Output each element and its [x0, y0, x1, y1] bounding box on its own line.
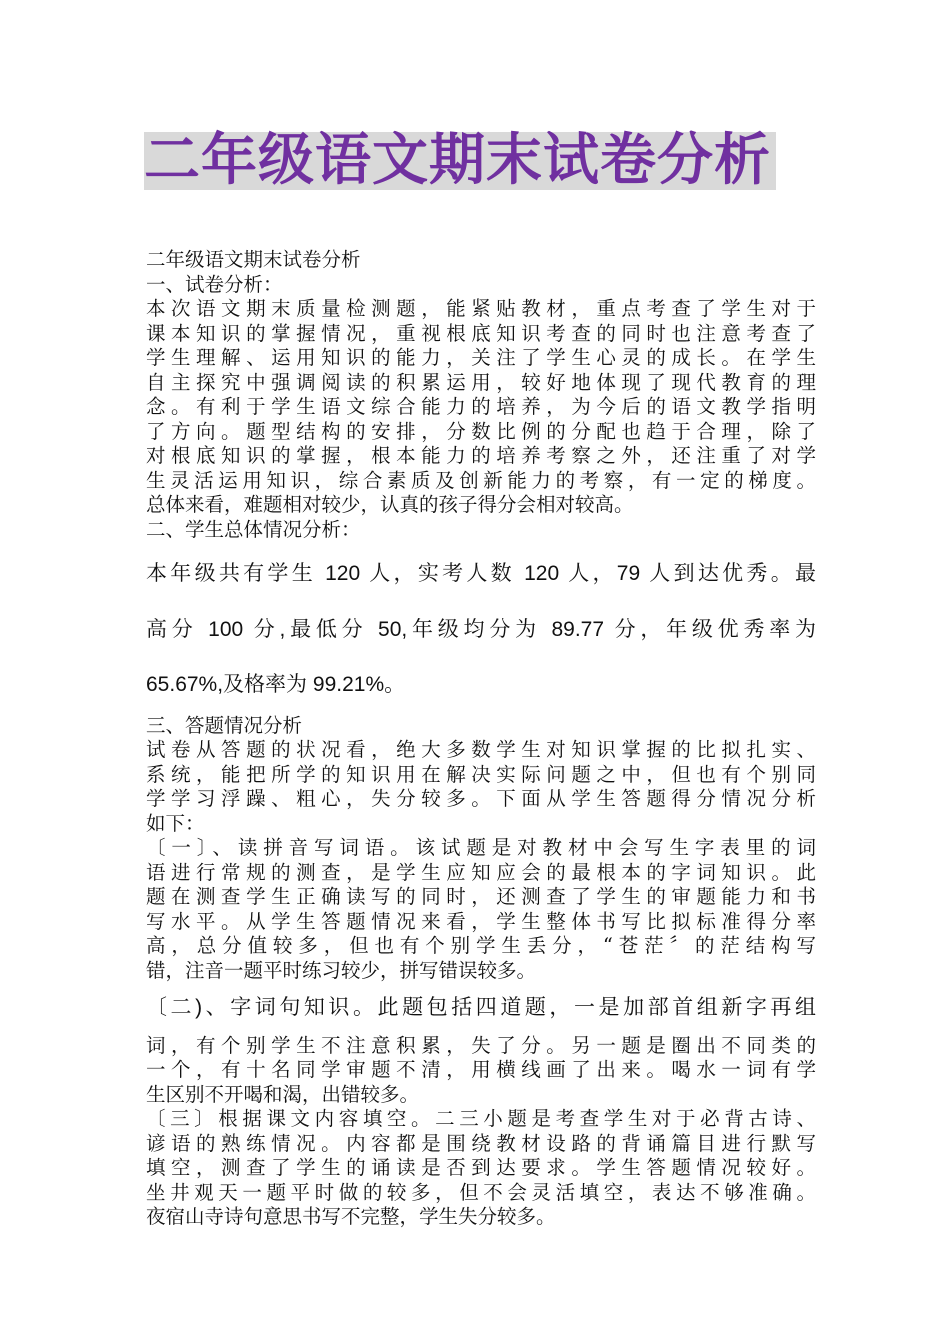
text-line: 高，总分值较多，但也有个别学生丢分，“苍茫〞的茫结构写: [146, 934, 816, 957]
text-line: 夜宿山寺诗句意思书写不完整，学生失分较多。: [146, 1205, 556, 1228]
section2-heading: 二、学生总体情况分析：: [146, 517, 361, 541]
text-line: 如下：: [146, 811, 205, 835]
text-line: 错，注音一题平时练习较少，拼写错误较多。: [146, 958, 537, 982]
subtitle: 二年级语文期末试卷分析: [146, 248, 361, 271]
stats-line: 高分 100 分,最低分 50,年级均分为 89.77 分，年级优秀率为: [146, 617, 816, 641]
stats-line: 本年级共有学生 120 人，实考人数 120 人，79 人到达优秀。最: [146, 562, 816, 585]
text-line: 〔一〕、读拼音写词语。该试题是对教材中会写生字表里的词: [146, 836, 816, 859]
text-line: 词，有个别学生不注意积累，失了分。另一题是圈出不同类的: [146, 1033, 816, 1057]
text-line: 〔二)、字词句知识。此题包括四道题，一是加部首组新字再组: [146, 996, 816, 1019]
text-line: 生区别不开喝和渴，出错较多。: [146, 1082, 420, 1106]
document-body: [146, 248, 816, 1230]
text-line: 填空，测查了学生的诵读是否到达要求。学生答题情况较好。: [146, 1156, 816, 1179]
text-line: 试卷从答题的状况看，绝大多数学生对知识掌握的比拟扎实、: [146, 738, 816, 761]
text-line: 学学习浮躁、粗心，失分较多。下面从学生答题得分情况分析: [146, 787, 816, 810]
text-line: 学生理解、运用知识的能力，关注了学生心灵的成长。在学生: [146, 346, 816, 369]
text-line: 自主探究中强调阅读的积累运用，较好地体现了现代教育的理: [146, 370, 816, 394]
text-line: 系统，能把所学的知识用在解决实际问题之中，但也有个别同: [146, 762, 816, 786]
text-line: 题在测查学生正确读写的同时，还测查了学生的审题能力和书: [146, 885, 816, 908]
text-line: 写水平。从学生答题情况来看，学生整体书写比拟标准得分率: [146, 909, 816, 933]
title-highlight: [144, 128, 776, 193]
text-line: 对根底知识的掌握，根本能力的培养考察之外，还注重了对学: [146, 444, 816, 467]
text-line: 课本知识的掌握情况，重视根底知识考查的同时也注意考查了: [146, 321, 816, 345]
text-line: 本次语文期末质量检测题，能紧贴教材，重点考查了学生对于: [146, 297, 816, 320]
text-line: 念。有利于学生语文综合能力的培养，为今后的语文教学指明: [146, 395, 816, 418]
text-line: 坐井观天一题平时做的较多，但不会灵活填空，表达不够准确。: [146, 1180, 816, 1204]
text-line: 一个，有十名同学审题不清，用横线画了出来。喝水一词有学: [146, 1058, 816, 1081]
section3-heading: 三、答题情况分析: [146, 713, 303, 737]
text-line: 〔三〕根据课文内容填空。二三小题是考查学生对于必背古诗、: [146, 1107, 816, 1130]
text-line: 谚语的熟练情况。内容都是围绕教材设路的背诵篇目进行默写: [146, 1131, 816, 1155]
section1-heading: 一、试卷分析：: [146, 272, 283, 296]
page-title: 二年级语文期末试卷分析: [144, 128, 771, 193]
stats-line: 65.67%,及格率为 99.21%。: [146, 673, 406, 696]
text-line: 了方向。题型结构的安排，分数比例的分配也趋于合理，除了: [146, 419, 816, 443]
text-line: 生灵活运用知识，综合素质及创新能力的考察，有一定的梯度。: [146, 468, 816, 492]
text-line: 语进行常规的测查，是学生应知应会的最根本的字词知识。此: [146, 860, 816, 884]
text-line: 总体来看，难题相对较少，认真的孩子得分会相对较高。: [146, 493, 634, 516]
